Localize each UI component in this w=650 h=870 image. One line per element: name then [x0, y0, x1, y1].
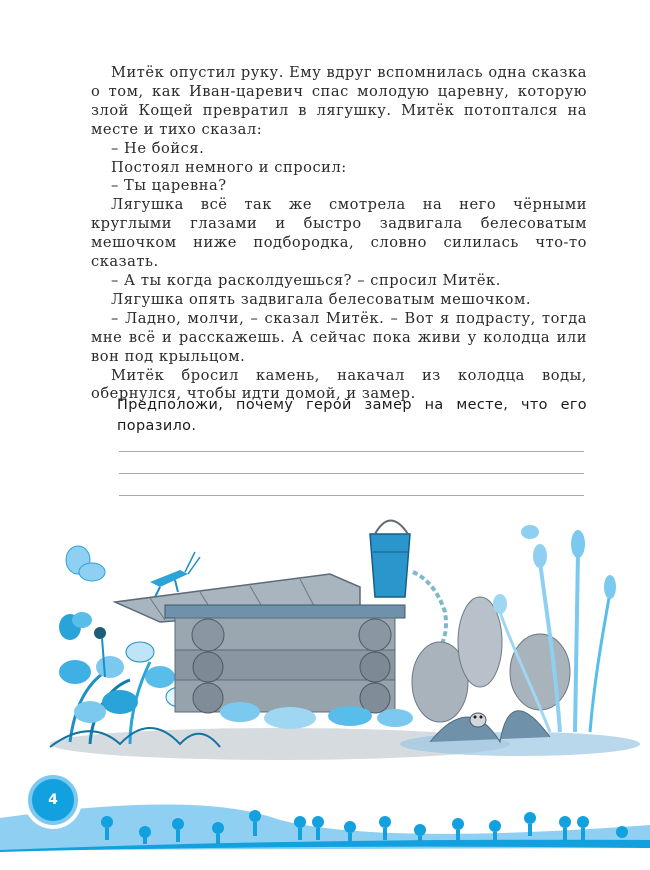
answer-line-3[interactable]	[119, 495, 584, 496]
well-beam	[165, 605, 405, 618]
task-prompt: Предположи, почему герой замер на месте, что его поразило.	[117, 397, 587, 434]
story-text	[91, 64, 587, 404]
story-paragraph: – Ладно, молчи, – сказал Митёк. – Вот я подрасту, тогда мне всё и расскажешь. А сейчас пока живи у колодца или вон под крыльцом.	[91, 309, 587, 365]
footer-wave-banner	[0, 770, 650, 870]
ladybug-icon	[94, 627, 106, 639]
answer-line-2[interactable]	[119, 473, 584, 474]
page-number-badge: 4	[28, 775, 78, 825]
story-paragraph: – А ты когда расколдуешься? – спросил Митёк.	[111, 271, 501, 289]
story-paragraph: – Ты царевна?	[111, 177, 227, 195]
task-block	[117, 395, 587, 437]
bucket-icon	[370, 521, 410, 598]
frog-icon	[470, 713, 486, 727]
answer-line-1[interactable]	[119, 451, 584, 452]
story-paragraph: Митёк опустил руку. Ему вдруг вспомнилась одна сказка о том, как Иван-царевич спас молодую царевну, которую злой Кощей превратил в лягушку. Митёк потоптался на месте и тихо сказал:	[91, 64, 587, 138]
butterfly-icon	[66, 546, 105, 581]
story-paragraph: Постоял немного и спросил:	[111, 158, 347, 176]
story-paragraph: Митёк бросил камень, накачал из колодца воды, обернулся, чтобы идти домой, и замер.	[91, 366, 587, 403]
grasshopper-icon	[150, 552, 200, 597]
well-illustration	[30, 512, 650, 772]
story-paragraph: Лягушка опять задвигала белесоватым мешочком.	[111, 290, 532, 308]
story-paragraph: – Не бойся.	[111, 139, 205, 157]
story-paragraph: Лягушка всё так же смотрела на него чёрными круглыми глазами и быстро задвигала белесоватым мешочком ниже подбородка, словно силилась что-то сказать.	[91, 196, 587, 271]
butterfly-icon	[59, 612, 92, 640]
